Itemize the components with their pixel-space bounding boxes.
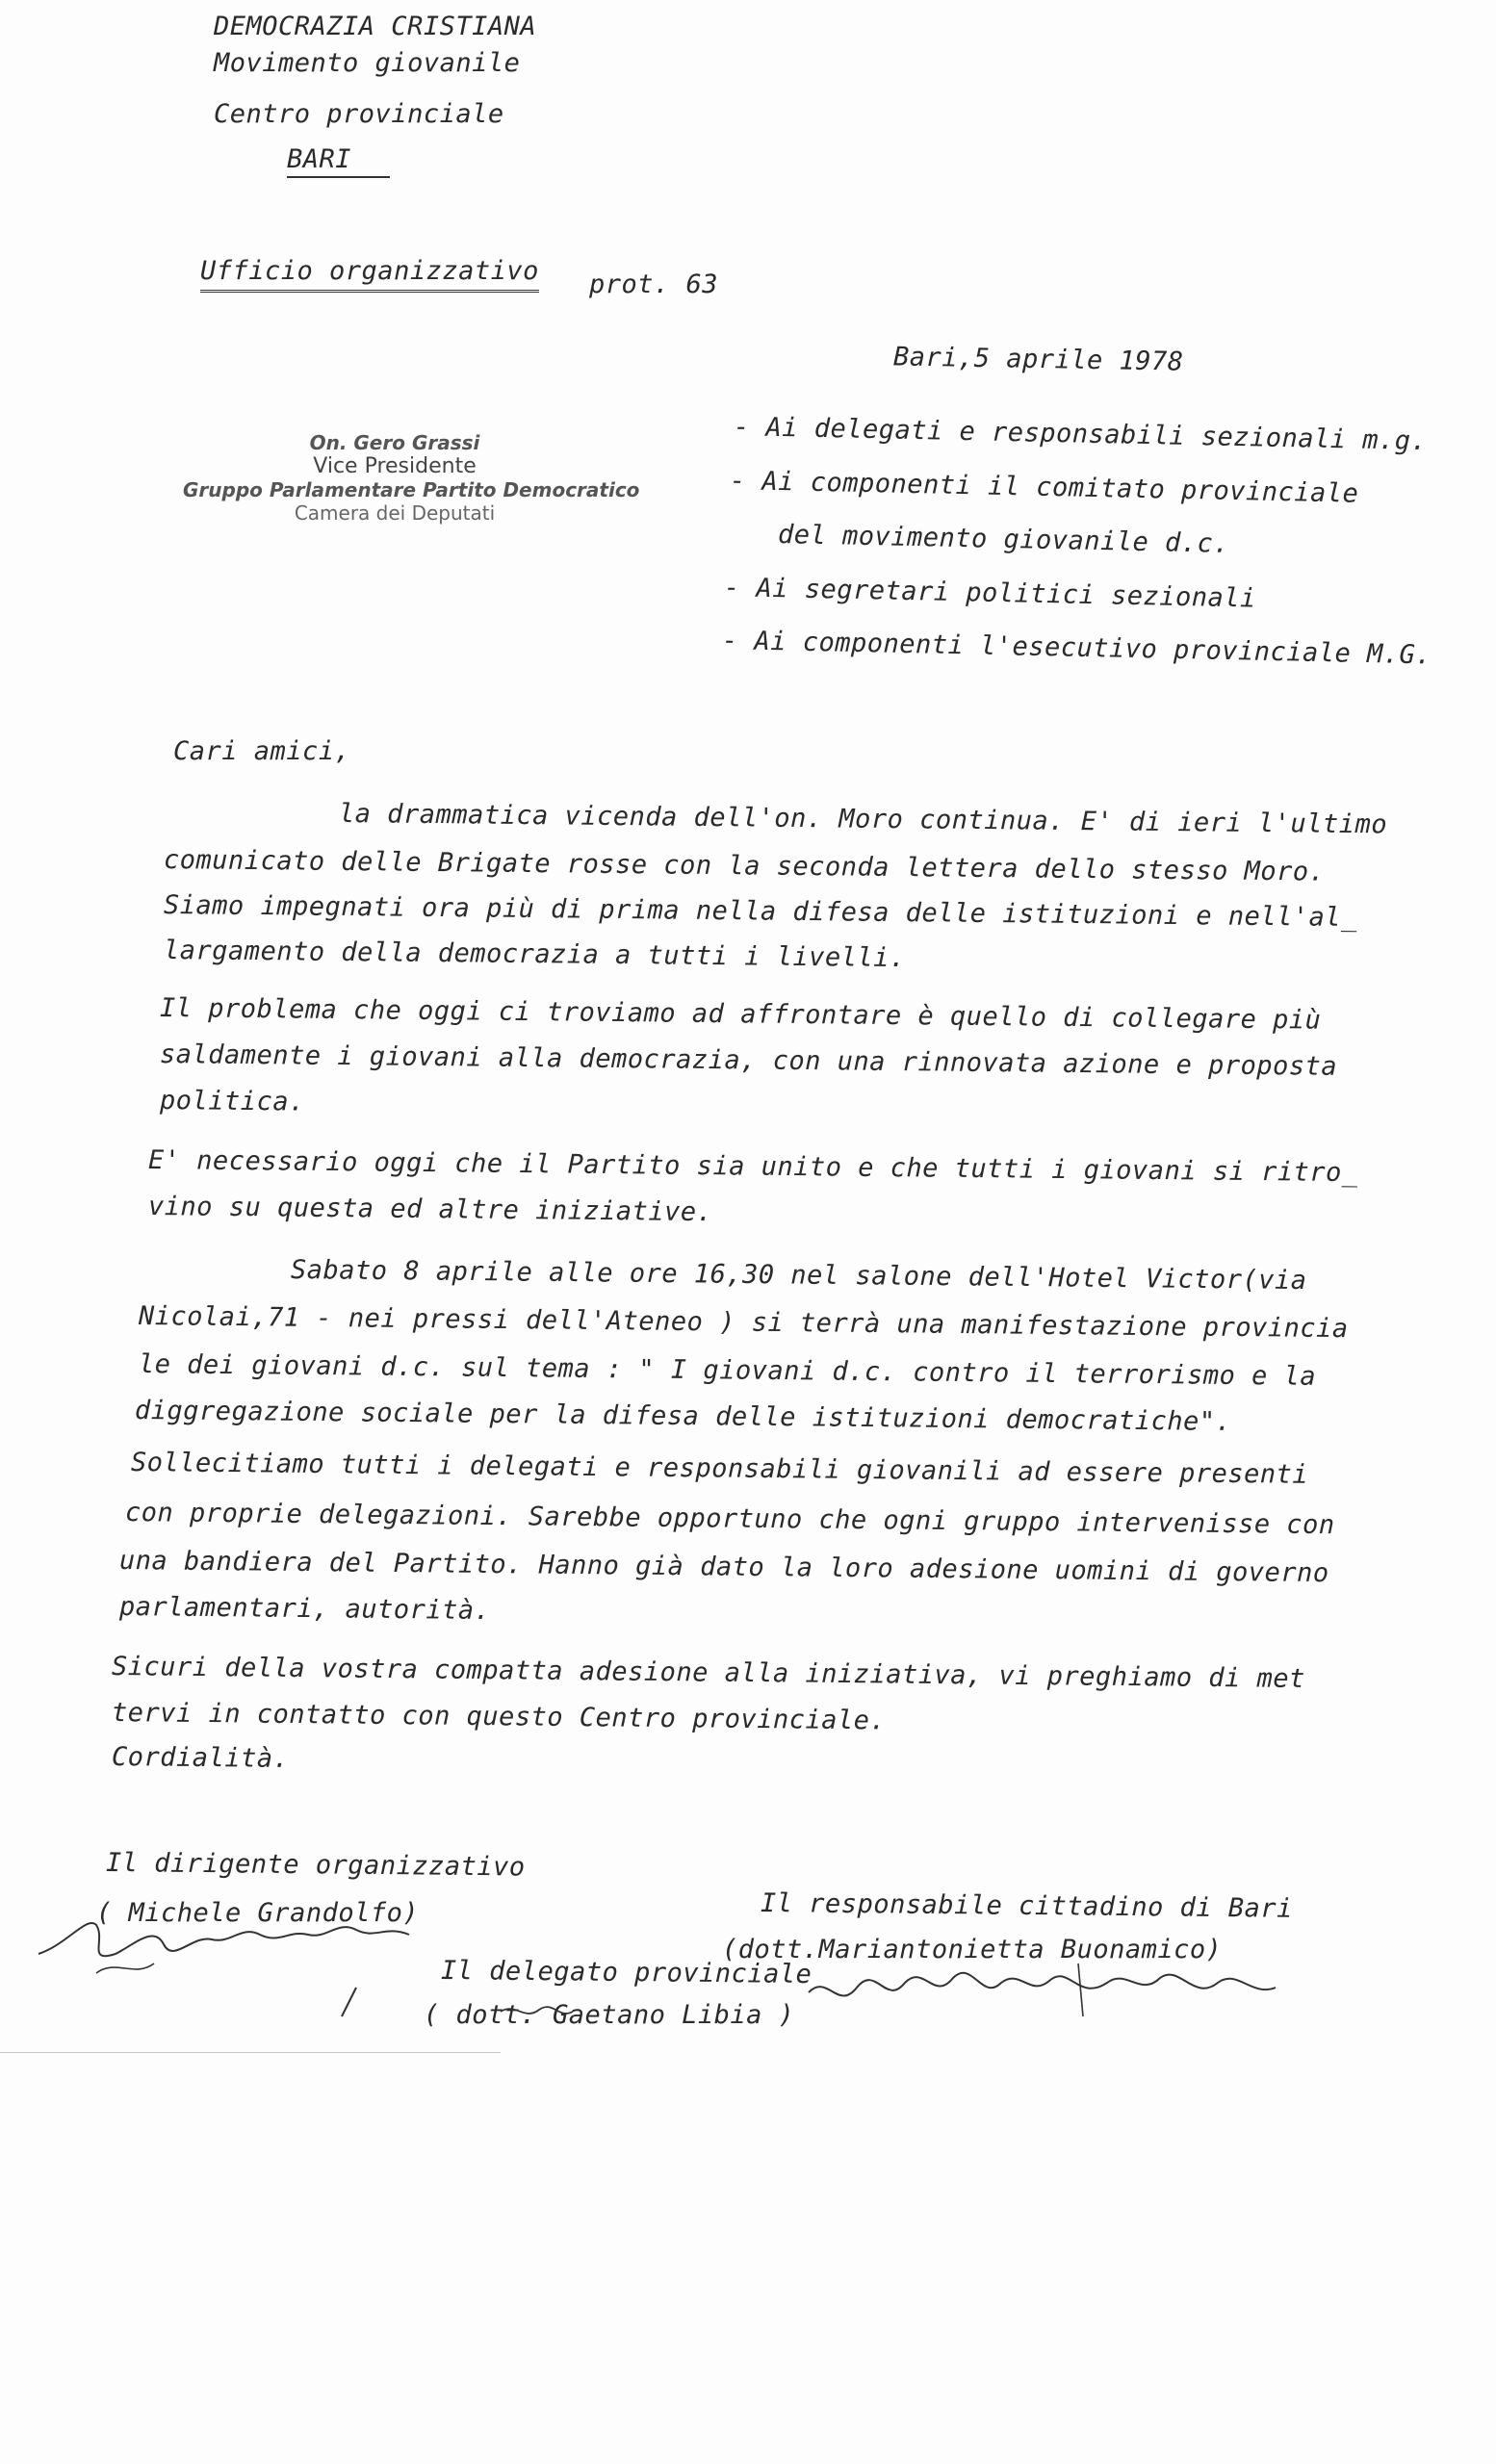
body-line: Il problema che oggi ci troviamo ad affrontare è quello di collegare più — [159, 993, 1322, 1036]
stamp-group: Gruppo Parlamentare Partito Democratico — [183, 478, 640, 501]
body-line: largamento della democrazia a tutti i livelli. — [163, 936, 906, 974]
body-line: Sabato 8 aprile alle ore 16,30 nel salone dell'Hotel Victor(via — [290, 1255, 1307, 1296]
right-signatory-name: (dott.Mariantonietta Buonamico) — [722, 1935, 1223, 1964]
body-line: Cordialità. — [111, 1742, 290, 1774]
scan-edge-line — [0, 2052, 501, 2053]
body-line: con proprie delegazioni. Sarebbe opportuno che ogni gruppo intervenisse con — [124, 1498, 1335, 1541]
body-line: una bandiera del Partito. Hanno già dato la loro adesione uomini di governo — [118, 1546, 1329, 1589]
salutation: Cari amici, — [173, 736, 351, 766]
right-handwritten-signature — [789, 1935, 1290, 2040]
center-name: Centro provinciale — [214, 99, 504, 129]
recipient-line: del movimento giovanile d.c. — [777, 520, 1230, 559]
left-signatory-name: ( Michele Grandolfo) — [96, 1898, 420, 1928]
body-line: vino su questa ed altre iniziative. — [147, 1192, 713, 1228]
recipient-line: - Ai segretari politici sezionali — [723, 573, 1257, 614]
body-line: parlamentari, autorità. — [118, 1592, 491, 1627]
body-line: Nicolai,71 - nei pressi dell'Ateneo ) si terrà una manifestazione provincia — [138, 1301, 1349, 1345]
body-line: tervi in contatto con questo Centro provinciale. — [111, 1698, 887, 1736]
left-signatory-title: Il dirigente organizzativo — [105, 1848, 526, 1883]
movement-name: Movimento giovanile — [214, 48, 521, 78]
org-name: DEMOCRAZIA CRISTIANA — [214, 12, 537, 41]
stamp-chamber: Camera dei Deputati — [294, 501, 496, 525]
stamp-role: Vice Presidente — [313, 454, 477, 478]
body-line: E' necessario oggi che il Partito sia unito e che tutti i giovani si ritro_ — [147, 1145, 1358, 1189]
body-line: comunicato delle Brigate rosse con la seconda lettera dello stesso Moro. — [163, 845, 1326, 887]
deputy-stamp — [183, 431, 640, 525]
right-signatory-title: Il responsabile cittadino di Bari — [760, 1888, 1294, 1924]
center-signatory-title: Il delegato provinciale — [440, 1956, 812, 1990]
body-line: la drammatica vicenda dell'on. Moro continua. E' di ieri l'ultimo — [338, 799, 1388, 840]
letter-date: Bari,5 aprile 1978 — [892, 342, 1184, 377]
center-signatory-name: ( dott. Gaetano Libia ) — [424, 2000, 795, 2030]
recipient-line: - Ai delegati e responsabili sezionali m.g. — [733, 412, 1428, 457]
left-handwritten-signature — [29, 1886, 433, 2031]
stamp-name: On. Gero Grassi — [309, 431, 480, 454]
body-line: diggregazione sociale per la difesa delle istituzioni democratiche". — [134, 1396, 1232, 1437]
protocol-number: prot. 63 — [589, 270, 719, 299]
recipient-line: - Ai componenti il comitato provinciale — [729, 466, 1359, 509]
body-line: Sollecitiamo tutti i delegati e responsabili giovanili ad essere presenti — [130, 1448, 1309, 1490]
center-handwritten-signature — [404, 1983, 655, 2050]
recipient-line: - Ai componenti l'esecutivo provinciale M.G. — [721, 626, 1432, 671]
city-name: BARI — [287, 144, 390, 178]
body-line: Siamo impegnati ora più di prima nella difesa delle istituzioni e nell'al_ — [163, 890, 1358, 933]
office-name: Ufficio organizzativo — [200, 256, 539, 293]
body-line: saldamente i giovani alla democrazia, con una rinnovata azione e proposta — [159, 1040, 1338, 1082]
body-line: Sicuri della vostra compatta adesione alla iniziativa, vi preghiamo di met — [111, 1652, 1306, 1694]
body-line: politica. — [159, 1086, 305, 1117]
body-line: le dei giovani d.c. sul tema : " I giovani d.c. contro il terrorismo e la — [138, 1349, 1317, 1392]
